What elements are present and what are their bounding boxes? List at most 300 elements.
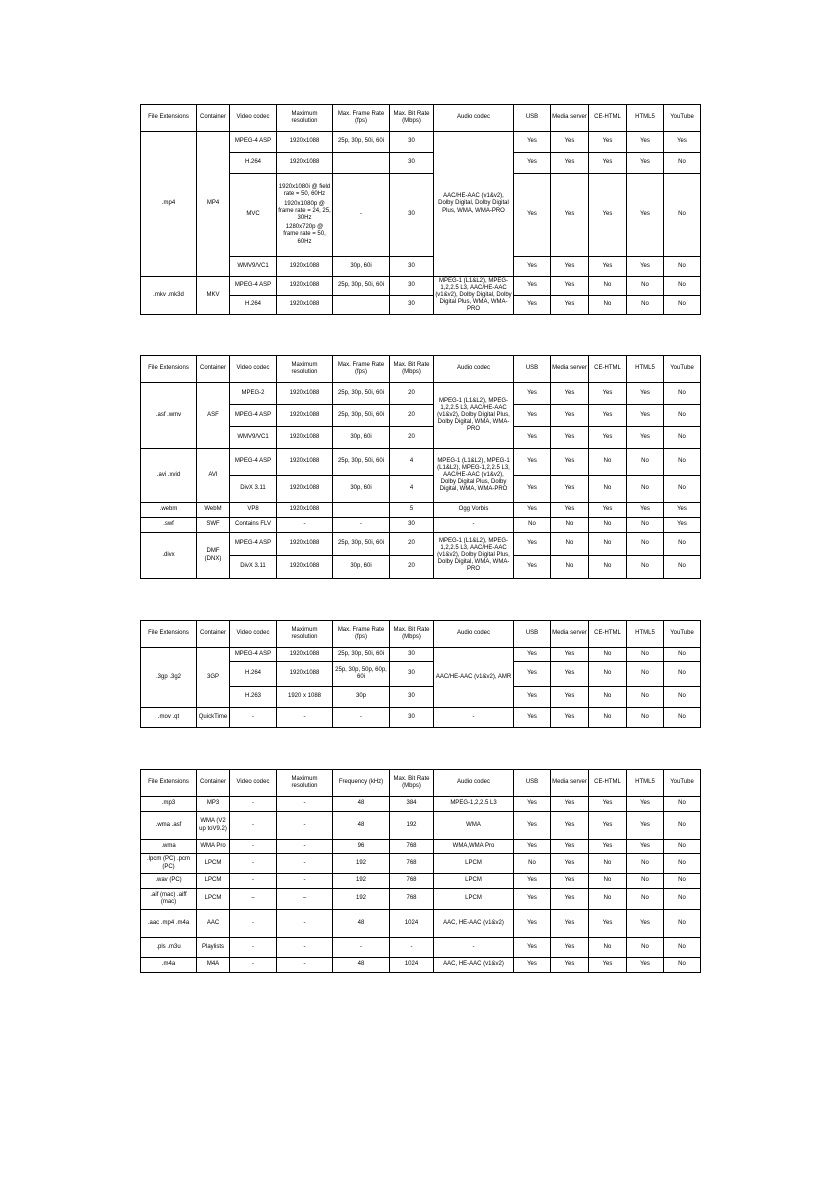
yt-cell: No (664, 812, 701, 840)
usb-cell: Yes (514, 503, 551, 518)
mbps-cell: 30 (390, 662, 434, 687)
mbps-cell: 4 (390, 449, 434, 476)
res-mvc-1080p: 1920x1080p @ frame rate = 24, 25, 30Hz (278, 200, 331, 221)
mbps-cell: 30 (390, 687, 434, 708)
header-container: Container (197, 105, 230, 132)
h5-cell: No (627, 556, 664, 579)
h5-cell: Yes (627, 153, 664, 174)
mbps-cell: 30 (390, 257, 434, 277)
header-max-frame-rate: Max. Frame Rate (fps) (333, 356, 390, 383)
h5-cell: Yes (627, 840, 664, 854)
ce-cell: Yes (589, 174, 627, 257)
usb-cell: Yes (514, 797, 551, 812)
video-table-3gp-mov (140, 620, 701, 728)
res-cell: 1920x1088 (277, 383, 333, 405)
res-cell: 1920x1088 (277, 449, 333, 476)
yt-cell: Yes (664, 518, 701, 533)
ext-cell: .mov .qt (141, 708, 197, 728)
res-cell: 1920x1088 (277, 427, 333, 449)
header-audio-codec: Audio codec (434, 621, 514, 648)
table-row (141, 958, 701, 973)
yt-cell: No (664, 840, 701, 854)
container-cell: WMA (V2 up toV9.2) (197, 812, 230, 840)
codec-cell: - (230, 840, 277, 854)
video-table-mp4-mkv (140, 104, 701, 315)
ms-cell: Yes (551, 296, 589, 315)
header-max-bit-rate: Max. Bit Rate (Mbps) (390, 105, 434, 132)
header-audio-codec: Audio codec (434, 105, 514, 132)
fps-cell: 30p, 60i (333, 427, 390, 449)
audio-cell: AAC/HE-AAC (v1&v2), AMR (434, 648, 514, 708)
container-cell: WebM (197, 503, 230, 518)
header-max-resolution: Maximum resolution (277, 621, 333, 648)
ce-cell: Yes (589, 153, 627, 174)
res-cell: 1920x1088 (277, 132, 333, 153)
ext-cell: .3gp .3g2 (141, 648, 197, 708)
yt-cell: No (664, 797, 701, 812)
mbps-cell: 768 (390, 889, 434, 910)
table-row (141, 938, 701, 958)
ms-cell: Yes (551, 449, 589, 476)
h5-cell: Yes (627, 503, 664, 518)
h5-cell: No (627, 854, 664, 874)
header-youtube: YouTube (664, 356, 701, 383)
res-cell: - (277, 854, 333, 874)
header-max-resolution: Maximum resolution (277, 770, 333, 797)
fps-cell (333, 153, 390, 174)
header-youtube: YouTube (664, 770, 701, 797)
yt-cell: No (664, 533, 701, 556)
res-cell: 1920x1088 (277, 476, 333, 503)
header-audio-codec: Audio codec (434, 770, 514, 797)
codec-cell: – (230, 889, 277, 910)
ce-cell: Yes (589, 132, 627, 153)
header-max-resolution: Maximum resolution (277, 105, 333, 132)
header-audio-codec: Audio codec (434, 356, 514, 383)
codec-cell: VP8 (230, 503, 277, 518)
codec-cell: - (230, 938, 277, 958)
ce-cell: Yes (589, 797, 627, 812)
usb-cell: Yes (514, 687, 551, 708)
ce-cell: No (589, 296, 627, 315)
container-cell: Playlists (197, 938, 230, 958)
usb-cell: Yes (514, 383, 551, 405)
h5-cell: Yes (627, 405, 664, 427)
h5-cell: No (627, 874, 664, 889)
codec-cell: - (230, 874, 277, 889)
usb-cell: Yes (514, 958, 551, 973)
yt-cell: No (664, 257, 701, 277)
header-usb: USB (514, 621, 551, 648)
res-cell: 1920x1088 (277, 153, 333, 174)
h5-cell: No (627, 938, 664, 958)
header-media-server: Media server (551, 770, 589, 797)
codec-cell: - (230, 958, 277, 973)
codec-cell: - (230, 812, 277, 840)
codec-cell: MPEG-4 ASP (230, 132, 277, 153)
res-cell: 1920 x 1088 (277, 687, 333, 708)
codec-cell: WMV9/VC1 (230, 427, 277, 449)
ce-cell: No (589, 687, 627, 708)
usb-cell: Yes (514, 257, 551, 277)
usb-cell: No (514, 518, 551, 533)
ms-cell: Yes (551, 153, 589, 174)
header-html5: HTML5 (627, 105, 664, 132)
container-cell: LPCM (197, 889, 230, 910)
ext-cell: .wma .asf (141, 812, 197, 840)
mbps-cell: 384 (390, 797, 434, 812)
ext-cell: .m4a (141, 958, 197, 973)
codec-cell: MPEG-4 ASP (230, 449, 277, 476)
header-usb: USB (514, 770, 551, 797)
container-cell: DMF (DNX) (197, 533, 230, 579)
h5-cell: Yes (627, 427, 664, 449)
usb-cell: Yes (514, 277, 551, 296)
ce-cell: Yes (589, 257, 627, 277)
ext-cell: .lpcm (PC) .pcm (PC) (141, 854, 197, 874)
ms-cell: Yes (551, 174, 589, 257)
audio-cell: WMA,WMA Pro (434, 840, 514, 854)
table-row (141, 910, 701, 938)
header-video-codec: Video codec (230, 356, 277, 383)
ext-cell: .mp3 (141, 797, 197, 812)
table-row (141, 449, 701, 476)
usb-cell: Yes (514, 153, 551, 174)
yt-cell: No (664, 958, 701, 973)
usb-cell: Yes (514, 708, 551, 728)
header-media-server: Media server (551, 621, 589, 648)
fps-cell (333, 296, 390, 315)
yt-cell: No (664, 889, 701, 910)
mbps-cell: 20 (390, 533, 434, 556)
yt-cell: Yes (664, 503, 701, 518)
table-row (141, 812, 701, 840)
table-row (141, 708, 701, 728)
ms-cell: Yes (551, 476, 589, 503)
mbps-cell: 30 (390, 648, 434, 662)
header-frequency: Frequency (kHz) (333, 770, 390, 797)
header-container: Container (197, 356, 230, 383)
mbps-cell: 5 (390, 503, 434, 518)
codec-cell: DivX 3.11 (230, 556, 277, 579)
usb-cell: Yes (514, 812, 551, 840)
h5-cell: Yes (627, 383, 664, 405)
header-media-server: Media server (551, 356, 589, 383)
ms-cell: Yes (551, 383, 589, 405)
usb-cell: Yes (514, 910, 551, 938)
container-cell: MP3 (197, 797, 230, 812)
ms-cell: Yes (551, 812, 589, 840)
h5-cell: No (627, 648, 664, 662)
res-mvc-1080i: 1920x1080i @ field rate = 50, 60Hz (278, 184, 331, 198)
h5-cell: No (627, 708, 664, 728)
freq-cell: 192 (333, 889, 390, 910)
ce-cell: Yes (589, 840, 627, 854)
yt-cell: No (664, 938, 701, 958)
res-cell: - (277, 874, 333, 889)
fps-cell (333, 503, 390, 518)
audio-cell: - (434, 708, 514, 728)
fps-cell: 25p, 30p, 50i, 60i (333, 405, 390, 427)
ext-cell: .divx (141, 533, 197, 579)
header-youtube: YouTube (664, 621, 701, 648)
h5-cell: No (627, 687, 664, 708)
table-row (141, 503, 701, 518)
header-max-bit-rate: Max. Bit Rate (Mbps) (390, 356, 434, 383)
ms-cell: Yes (551, 797, 589, 812)
header-file-extensions: File Extensions (141, 105, 197, 132)
res-cell: – (277, 889, 333, 910)
yt-cell: No (664, 174, 701, 257)
video-table-asf-avi (140, 355, 701, 579)
audio-cell: LPCM (434, 854, 514, 874)
header-max-bit-rate: Max. Bit Rate (Mbps) (390, 770, 434, 797)
mbps-cell: 30 (390, 153, 434, 174)
usb-cell: No (514, 854, 551, 874)
audio-cell: AAC, HE-AAC (v1&v2) (434, 958, 514, 973)
header-video-codec: Video codec (230, 105, 277, 132)
usb-cell: Yes (514, 533, 551, 556)
fps-cell: 30p, 60i (333, 257, 390, 277)
fps-cell: 30p, 60i (333, 556, 390, 579)
mbps-cell: - (390, 938, 434, 958)
ce-cell: No (589, 648, 627, 662)
h5-cell: Yes (627, 812, 664, 840)
table-row (141, 383, 701, 405)
res-cell: - (277, 812, 333, 840)
yt-cell: No (664, 874, 701, 889)
ce-cell: No (589, 889, 627, 910)
ce-cell: No (589, 662, 627, 687)
res-cell: 1920x1088 (277, 257, 333, 277)
yt-cell: No (664, 708, 701, 728)
fps-cell: 25p, 30p, 50i, 60i (333, 132, 390, 153)
yt-cell: No (664, 296, 701, 315)
container-cell: AAC (197, 910, 230, 938)
ms-cell: Yes (551, 132, 589, 153)
audio-cell: WMA (434, 812, 514, 840)
ce-cell: No (589, 938, 627, 958)
header-youtube: YouTube (664, 105, 701, 132)
ms-cell: Yes (551, 708, 589, 728)
ce-cell: Yes (589, 910, 627, 938)
res-cell: 1920x1088 (277, 648, 333, 662)
header-max-bit-rate: Max. Bit Rate (Mbps) (390, 621, 434, 648)
res-cell: - (277, 958, 333, 973)
mbps-cell: 30 (390, 174, 434, 257)
header-html5: HTML5 (627, 621, 664, 648)
ce-cell: Yes (589, 958, 627, 973)
header-file-extensions: File Extensions (141, 356, 197, 383)
usb-cell: Yes (514, 662, 551, 687)
audio-cell: MPEG-1,2,2.5 L3 (434, 797, 514, 812)
mbps-cell: 4 (390, 476, 434, 503)
usb-cell: Yes (514, 889, 551, 910)
freq-cell: 48 (333, 910, 390, 938)
res-mvc-720p: 1280x720p @ frame rate = 50, 60Hz (283, 224, 326, 245)
res-cell: 1920x1088 (277, 405, 333, 427)
header-file-extensions: File Extensions (141, 770, 197, 797)
yt-cell: No (664, 383, 701, 405)
ms-cell: Yes (551, 874, 589, 889)
table-row (141, 518, 701, 533)
h5-cell: No (627, 449, 664, 476)
audio-cell: LPCM (434, 889, 514, 910)
mbps-cell: 20 (390, 427, 434, 449)
res-cell: - (277, 708, 333, 728)
container-cell: ASF (197, 383, 230, 449)
ms-cell: Yes (551, 427, 589, 449)
usb-cell: Yes (514, 938, 551, 958)
ms-cell: Yes (551, 277, 589, 296)
ext-cell: .avi .xvid (141, 449, 197, 503)
audio-cell: LPCM (434, 874, 514, 889)
header-usb: USB (514, 105, 551, 132)
ext-cell: .asf .wmv (141, 383, 197, 449)
usb-cell: Yes (514, 874, 551, 889)
usb-cell: Yes (514, 427, 551, 449)
codec-cell: H.264 (230, 153, 277, 174)
fps-cell: - (333, 708, 390, 728)
audio-cell: - (434, 938, 514, 958)
ms-cell: Yes (551, 648, 589, 662)
container-cell: LPCM (197, 854, 230, 874)
ms-cell: Yes (551, 910, 589, 938)
res-cell: - (277, 518, 333, 533)
ext-cell: .pls .m3u (141, 938, 197, 958)
fps-cell: 25p, 30p, 50i, 60i (333, 383, 390, 405)
yt-cell: No (664, 854, 701, 874)
res-cell: - (277, 910, 333, 938)
ms-cell: No (551, 556, 589, 579)
ms-cell: No (551, 533, 589, 556)
res-cell: - (277, 840, 333, 854)
header-max-frame-rate: Max. Frame Rate (fps) (333, 105, 390, 132)
ms-cell: Yes (551, 405, 589, 427)
ext-cell: .wma (141, 840, 197, 854)
table-row (141, 132, 701, 153)
h5-cell: No (627, 533, 664, 556)
ce-cell: No (589, 556, 627, 579)
mbps-cell: 192 (390, 812, 434, 840)
h5-cell: Yes (627, 797, 664, 812)
ext-cell: .wav (PC) (141, 874, 197, 889)
freq-cell: - (333, 938, 390, 958)
usb-cell: Yes (514, 132, 551, 153)
container-cell: AVI (197, 449, 230, 503)
codec-cell: - (230, 797, 277, 812)
res-cell: - (277, 797, 333, 812)
ce-cell: No (589, 708, 627, 728)
res-cell: - (277, 938, 333, 958)
codec-cell: - (230, 854, 277, 874)
audio-cell: MPEG-1 (L1&L2), MPEG-1 (L1&L2), MPEG-1,2,2.5 L3, AAC/HE-AAC (v1&v2), Dolby Digital Plus, Dolby Digital, WMA, WMA-PRO (434, 449, 514, 503)
ce-cell: No (589, 518, 627, 533)
res-cell: 1920x1088 (277, 277, 333, 296)
audio-cell: MPEG-1 (L1&L2), MPEG-1,2,2.5 L3, AAC/HE-AAC (v1&v2), Dolby Digital Plus, Dolby Digital, WMA, WMA-PRO (434, 533, 514, 579)
codec-cell: MPEG-4 ASP (230, 533, 277, 556)
mbps-cell: 768 (390, 854, 434, 874)
yt-cell: No (664, 687, 701, 708)
audio-cell: Ogg Vorbis (434, 503, 514, 518)
fps-cell: 30p, 60i (333, 476, 390, 503)
h5-cell: Yes (627, 910, 664, 938)
ms-cell: Yes (551, 958, 589, 973)
codec-cell: DivX 3.11 (230, 476, 277, 503)
table-row (141, 797, 701, 812)
ce-cell: No (589, 449, 627, 476)
mbps-cell: 30 (390, 277, 434, 296)
ext-cell: .mp4 (141, 132, 197, 277)
audio-cell: AAC, HE-AAC (v1&v2) (434, 910, 514, 938)
header-html5: HTML5 (627, 356, 664, 383)
mbps-cell: 20 (390, 556, 434, 579)
header-ce-html: CE-HTML (589, 356, 627, 383)
usb-cell: Yes (514, 174, 551, 257)
ext-cell: .aac .mp4 .m4a (141, 910, 197, 938)
container-cell: LPCM (197, 874, 230, 889)
ext-cell: .mkv .mk3d (141, 277, 197, 315)
codec-cell: H.263 (230, 687, 277, 708)
container-cell: WMA Pro (197, 840, 230, 854)
audio-cell: MPEG-1 (L1&L2), MPEG-1,2,2.5 L3, AAC/HE-AAC (v1&v2), Dolby Digital, Dolby Digital Plus, WMA, WMA-PRO (434, 277, 514, 315)
header-usb: USB (514, 356, 551, 383)
audio-cell: AAC/HE-AAC (v1&v2), Dolby Digital, Dolby Digital Plus, WMA, WMA-PRO (434, 132, 514, 277)
h5-cell: No (627, 476, 664, 503)
yt-cell: No (664, 476, 701, 503)
mbps-cell: 20 (390, 383, 434, 405)
usb-cell: Yes (514, 476, 551, 503)
codec-cell: Contains FLV (230, 518, 277, 533)
ms-cell: Yes (551, 840, 589, 854)
ce-cell: Yes (589, 812, 627, 840)
freq-cell: 192 (333, 874, 390, 889)
fps-cell: 25p, 30p, 50i, 60i (333, 449, 390, 476)
codec-cell: H.264 (230, 296, 277, 315)
codec-cell: WMV9/VC1 (230, 257, 277, 277)
fps-cell: 30p (333, 687, 390, 708)
freq-cell: 48 (333, 958, 390, 973)
freq-cell: 48 (333, 797, 390, 812)
res-cell: 1920x1088 (277, 556, 333, 579)
usb-cell: Yes (514, 296, 551, 315)
codec-cell: MPEG-4 ASP (230, 648, 277, 662)
fps-cell: 25p, 30p, 50i, 60i (333, 277, 390, 296)
table-row (141, 874, 701, 889)
yt-cell: Yes (664, 132, 701, 153)
ce-cell: No (589, 854, 627, 874)
res-cell (277, 174, 333, 257)
header-container: Container (197, 770, 230, 797)
h5-cell: No (627, 889, 664, 910)
fps-cell: - (333, 518, 390, 533)
ce-cell: Yes (589, 427, 627, 449)
ext-cell: .swf (141, 518, 197, 533)
table-row (141, 277, 701, 296)
freq-cell: 96 (333, 840, 390, 854)
ext-cell: .webm (141, 503, 197, 518)
container-cell: QuickTime (197, 708, 230, 728)
h5-cell: Yes (627, 257, 664, 277)
mbps-cell: 768 (390, 840, 434, 854)
h5-cell: No (627, 277, 664, 296)
container-cell: MKV (197, 277, 230, 315)
ms-cell: Yes (551, 889, 589, 910)
usb-cell: Yes (514, 449, 551, 476)
codec-cell: - (230, 910, 277, 938)
fps-cell: 25p, 30p, 50i, 60i (333, 648, 390, 662)
h5-cell: Yes (627, 174, 664, 257)
